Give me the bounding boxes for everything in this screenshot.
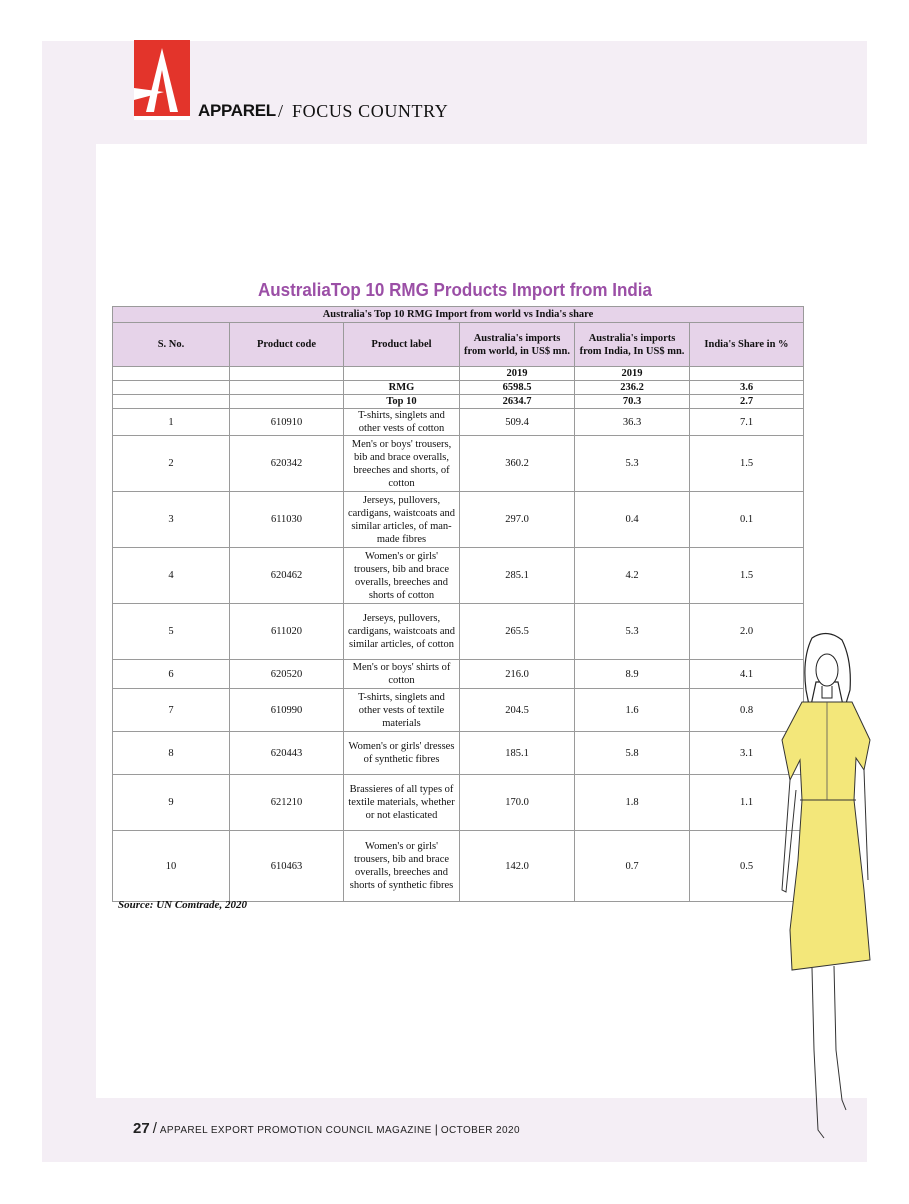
india-share-cell: 0.8: [690, 689, 804, 732]
apparel-logo: [134, 40, 190, 120]
col-header-imports-world: Australia's imports from world, in US$ mn.: [460, 323, 575, 367]
col-header-india-share: India's Share in %: [690, 323, 804, 367]
sno-cell: 2: [113, 436, 230, 492]
summary-row-top10: [113, 395, 804, 409]
sno-cell: 6: [113, 660, 230, 689]
imports-world-cell: 285.1: [460, 548, 575, 604]
product-code-cell: 610910: [230, 409, 344, 436]
year-cell: [113, 367, 230, 381]
footer-slash: /: [152, 1120, 157, 1137]
imports-world-cell: 509.4: [460, 409, 575, 436]
table-header-row: [113, 323, 804, 367]
sno-cell: 8: [113, 732, 230, 775]
product-label-cell: Men's or boys' trousers, bib and brace overalls, breeches and shorts, of cotton: [344, 436, 460, 492]
page-number: 27: [133, 1120, 150, 1137]
year-cell: [230, 367, 344, 381]
product-code-cell: 620520: [230, 660, 344, 689]
header-slash: /: [278, 101, 284, 121]
sno-cell: 5: [113, 604, 230, 660]
product-label-cell: Women's or girls' dresses of synthetic fibres: [344, 732, 460, 775]
imports-world-cell: 360.2: [460, 436, 575, 492]
table-row: [113, 409, 804, 436]
header-section: FOCUS COUNTRY: [292, 101, 449, 121]
imports-world-cell: 204.5: [460, 689, 575, 732]
table-row: [113, 548, 804, 604]
imports-world-cell: 265.5: [460, 604, 575, 660]
col-header-sno: S. No.: [113, 323, 230, 367]
imports-india-cell: 36.3: [575, 409, 690, 436]
year-row: [113, 367, 804, 381]
table-caption: Australia's Top 10 RMG Import from world vs India's share: [113, 307, 804, 323]
product-code-cell: 620342: [230, 436, 344, 492]
year-cell: [344, 367, 460, 381]
india-share-cell: 1.5: [690, 548, 804, 604]
summary-cell: 6598.5: [460, 381, 575, 395]
year-cell: 2019: [575, 367, 690, 381]
table-row: [113, 732, 804, 775]
summary-cell: 2634.7: [460, 395, 575, 409]
sno-cell: 10: [113, 831, 230, 902]
table-row: [113, 831, 804, 902]
sno-cell: 3: [113, 492, 230, 548]
imports-india-cell: 5.3: [575, 604, 690, 660]
imports-world-cell: 297.0: [460, 492, 575, 548]
page-footer: [133, 1120, 520, 1138]
imports-world-cell: 185.1: [460, 732, 575, 775]
summary-cell: Top 10: [344, 395, 460, 409]
table-row: [113, 436, 804, 492]
product-label-cell: Women's or girls' trousers, bib and brace overalls, breeches and shorts of cotton: [344, 548, 460, 604]
table-row: [113, 604, 804, 660]
sno-cell: 4: [113, 548, 230, 604]
issue-date: OCTOBER 2020: [440, 1125, 520, 1136]
product-code-cell: 611030: [230, 492, 344, 548]
summary-cell: 3.6: [690, 381, 804, 395]
table-title: AustraliaTop 10 RMG Products Import from India: [257, 279, 653, 300]
product-code-cell: 611020: [230, 604, 344, 660]
year-cell: [690, 367, 804, 381]
table-row: [113, 492, 804, 548]
product-label-cell: Brassieres of all types of textile materials, whether or not elasticated: [344, 775, 460, 831]
sno-cell: 7: [113, 689, 230, 732]
table-row: [113, 660, 804, 689]
product-code-cell: 621210: [230, 775, 344, 831]
summary-cell: 2.7: [690, 395, 804, 409]
magazine-name: APPAREL EXPORT PROMOTION COUNCIL MAGAZINE: [159, 1125, 432, 1136]
product-label-cell: T-shirts, singlets and other vests of cotton: [344, 409, 460, 436]
sno-cell: 1: [113, 409, 230, 436]
table-row: [113, 689, 804, 732]
header-brand: APPAREL: [198, 101, 276, 120]
summary-cell: [230, 381, 344, 395]
summary-cell: [113, 395, 230, 409]
product-label-cell: T-shirts, singlets and other vests of textile materials: [344, 689, 460, 732]
india-share-cell: 7.1: [690, 409, 804, 436]
summary-cell: RMG: [344, 381, 460, 395]
imports-india-cell: 0.4: [575, 492, 690, 548]
india-share-cell: 4.1: [690, 660, 804, 689]
product-code-cell: 620462: [230, 548, 344, 604]
product-label-cell: Men's or boys' shirts of cotton: [344, 660, 460, 689]
col-header-imports-india: Australia's imports from India, In US$ mn.: [575, 323, 690, 367]
product-label-cell: Women's or girls' trousers, bib and brace overalls, breeches and shorts of synthetic fibres: [344, 831, 460, 902]
india-share-cell: 1.1: [690, 775, 804, 831]
summary-cell: 236.2: [575, 381, 690, 395]
imports-world-cell: 170.0: [460, 775, 575, 831]
product-label-cell: Jerseys, pullovers, cardigans, waistcoats and similar articles, of cotton: [344, 604, 460, 660]
col-header-product-code: Product code: [230, 323, 344, 367]
summary-row-rmg: [113, 381, 804, 395]
india-share-cell: 0.5: [690, 831, 804, 902]
imports-india-cell: 5.3: [575, 436, 690, 492]
imports-india-cell: 1.6: [575, 689, 690, 732]
product-code-cell: 610463: [230, 831, 344, 902]
sno-cell: 9: [113, 775, 230, 831]
product-code-cell: 620443: [230, 732, 344, 775]
summary-cell: [113, 381, 230, 395]
table-row: [113, 775, 804, 831]
summary-cell: [230, 395, 344, 409]
imports-table: [112, 306, 804, 902]
product-label-cell: Jerseys, pullovers, cardigans, waistcoats and similar articles, of man-made fibres: [344, 492, 460, 548]
col-header-product-label: Product label: [344, 323, 460, 367]
imports-india-cell: 5.8: [575, 732, 690, 775]
footer-divider: |: [434, 1122, 438, 1136]
imports-world-cell: 142.0: [460, 831, 575, 902]
fashion-figure-illustration: [772, 630, 872, 1150]
india-share-cell: 1.5: [690, 436, 804, 492]
source-note: [118, 899, 247, 911]
imports-india-cell: 8.9: [575, 660, 690, 689]
india-share-cell: 0.1: [690, 492, 804, 548]
india-share-cell: 2.0: [690, 604, 804, 660]
imports-india-cell: 4.2: [575, 548, 690, 604]
india-share-cell: 3.1: [690, 732, 804, 775]
imports-india-cell: 1.8: [575, 775, 690, 831]
imports-india-cell: 0.7: [575, 831, 690, 902]
imports-table-container: [112, 306, 804, 902]
table-caption-row: [113, 307, 804, 323]
imports-world-cell: 216.0: [460, 660, 575, 689]
year-cell: 2019: [460, 367, 575, 381]
product-code-cell: 610990: [230, 689, 344, 732]
summary-cell: 70.3: [575, 395, 690, 409]
source-text: Source: UN Comtrade, 2020: [118, 899, 247, 911]
